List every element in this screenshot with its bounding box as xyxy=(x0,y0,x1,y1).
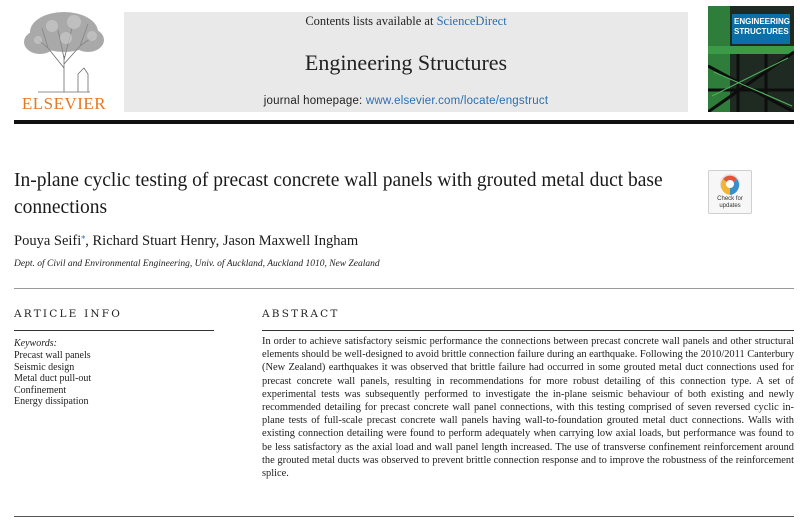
homepage-prefix: journal homepage: xyxy=(263,95,366,107)
publisher-name: ELSEVIER xyxy=(21,94,107,113)
affiliation: Dept. of Civil and Environmental Engineering, Univ. of Auckland, Auckland 1010, New Zealand xyxy=(14,259,380,269)
author-list xyxy=(14,232,358,250)
sciencedirect-link[interactable]: ScienceDirect xyxy=(436,14,507,28)
abstract-rule xyxy=(262,330,794,331)
journal-title: Engineering Structures xyxy=(304,50,508,75)
abstract-text: In order to achieve satisfactory seismic performance the connections between precast concrete wall panels and other structural elements should be well-designed to avoid brittle connection failure during an earthquake. Following the 2010/2011 Canterbury (New Zealand) earthquakes it was observed that brittle failure had occurred in some grouted metal duct connections used for precast concrete wall panels, resulting in recommendations for more robust detailing of this connection type. A set of experimental tests was subsequently performed to investigate the in-plane seismic behaviour of both existing and newly recommended detailing for precast concrete wall panel connections, with this testing comprised of seven reversed cyclic in-plane tests of full-scale precast concrete wall panels having wall-to-foundation grouted metal duct connections. Walls with existing connection detailing were found to perform adequately when carrying low axial loads, but performance was found to be less satisfactory as the axial load and wall panel length increased. The use of transverse confinement reinforcement around the grouted metal ducts was observed to prevent brittle connection response and to improve the robustness of the reinforcement splice. xyxy=(262,336,794,480)
crossmark-label: Check for updates xyxy=(717,196,743,209)
header-rule xyxy=(14,120,794,124)
journal-homepage-link[interactable]: www.elsevier.com/locate/engstruct xyxy=(365,95,549,107)
keywords-label: Keywords: xyxy=(14,338,57,349)
homepage-line xyxy=(124,95,688,107)
author-names-rest[interactable]: , Richard Stuart Henry, Jason Maxwell Ingham xyxy=(85,232,359,249)
keyword-item: Metal duct pull-out xyxy=(14,373,92,385)
section-divider xyxy=(14,288,794,289)
elsevier-logo xyxy=(12,8,112,116)
article-title: In-plane cyclic testing of precast concrete wall panels with grouted metal duct base connections xyxy=(14,170,663,218)
journal-cover xyxy=(708,6,794,112)
bottom-rule xyxy=(14,516,794,517)
author-name[interactable]: Pouya Seifi xyxy=(14,232,82,249)
article-info-rule xyxy=(14,330,214,331)
keyword-item: Precast wall panels xyxy=(14,350,91,361)
keywords-list xyxy=(14,350,91,408)
corresponding-author-mark[interactable]: ⁎ xyxy=(81,232,86,241)
contents-prefix: Contents lists available at xyxy=(305,14,437,28)
crossmark-icon xyxy=(719,173,741,197)
keyword-item: Confinement xyxy=(14,384,67,396)
keyword-item: Seismic design xyxy=(14,361,75,373)
check-for-updates-button[interactable] xyxy=(708,170,752,214)
journal-header xyxy=(124,12,688,112)
contents-line xyxy=(124,14,688,29)
abstract-heading: ABSTRACT xyxy=(262,308,340,320)
cover-title: ENGINEERING STRUCTURES xyxy=(732,14,790,44)
article-info-heading: ARTICLE INFO xyxy=(14,308,123,320)
keyword-item: Energy dissipation xyxy=(14,396,89,408)
tree-engraving-icon xyxy=(18,8,110,94)
